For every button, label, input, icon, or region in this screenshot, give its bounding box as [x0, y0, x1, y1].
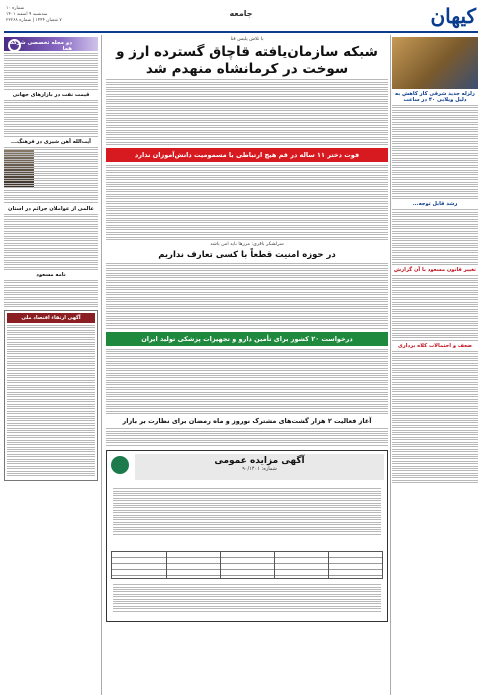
ad-footer-text: [113, 583, 381, 613]
left-notice-box: [4, 310, 98, 480]
auction-ad: [106, 450, 388, 622]
main-column: [106, 35, 388, 695]
left-text-block-4: [4, 214, 98, 270]
lead-headline: شبکه سازمان‌یافته قاچاق گسترده ارز و سوخت در کرمانشاه منهدم شد: [116, 44, 378, 77]
ad-table: [111, 551, 383, 579]
story5-headline: آغاز فعالیت ۲ هزار گشت‌های مشترک نوروز و ماه رمضان برای نظارت بر بازار: [122, 417, 372, 426]
story3-text: [106, 263, 388, 329]
left-photo-block: [4, 147, 98, 203]
masthead-rule: [4, 31, 478, 33]
right-photo-caption: زلزله جدید شرقی کار کاهش به دلیل ویلایی ۴۰ در ساعت: [395, 91, 475, 103]
left-text-block-1: [4, 53, 98, 90]
column-divider-left: [101, 35, 102, 695]
section-title: جامعه: [229, 9, 253, 18]
story2-headline: فوت دختر ۱۱ ساله در قم هیچ ارتباطی با مسمومیت دانش‌آموزان ندارد: [106, 148, 388, 162]
lead-text: [106, 79, 388, 145]
masthead: [4, 4, 478, 30]
left-title-4: نامه مسعود: [36, 272, 66, 279]
ad-header: [135, 454, 384, 480]
left-notice-text: [7, 325, 95, 477]
left-title-2: آیت‌الله آهن شیری در فرهنگ...: [11, 138, 91, 145]
left-title-3: عالمی از عواملان جرائم در استان: [8, 206, 94, 213]
story3-headline: در حوزه امنیت قطعاً با کسی تعارف نداریم: [158, 250, 336, 261]
story5-text: [106, 428, 388, 446]
right-mid-title-1: رشد قابل توجه...: [412, 201, 458, 208]
issue-date: سه‌شنبه ۹ اسفند ۱۴۰۱: [6, 12, 48, 17]
issue-info: [6, 6, 62, 24]
left-title-1: قیمت نفت در بازارهای جهانی: [12, 91, 90, 98]
ad-subtitle: شماره: ۹۰/۱۴۰۱: [242, 465, 277, 472]
left-text-block-2: [4, 100, 98, 137]
lead-kicker: با تلاش پلیس فتا: [230, 37, 264, 42]
left-text-block-3: [4, 147, 98, 203]
story2-text: [106, 165, 388, 240]
story4-text: [106, 349, 388, 415]
newspaper-logo: کیهان: [430, 4, 476, 28]
ad-title: آگهی مزایده عمومی: [214, 455, 305, 466]
ad-text: [113, 487, 381, 536]
ad-logo-icon: [111, 456, 129, 474]
right-mid-title-2: تغییر قانون مسعود با آن گزارش: [394, 267, 476, 274]
right-text-block-3: [392, 275, 478, 341]
left-text-block-5: [4, 280, 98, 307]
ship-photo: [392, 37, 478, 89]
issue-page-number: شماره ۱۰: [6, 6, 25, 11]
right-mid-title-3: ضعف و احتمالات کلاه برداری: [397, 342, 473, 349]
right-text-block-4: [392, 351, 478, 483]
left-column: [4, 35, 98, 695]
left-notice-title: آگهی ارتقاء اقتصاد ملی: [7, 313, 95, 323]
issue-number: ۷ شعبان ۱۴۴۴ | شماره ۲۳۲۶۸: [6, 18, 62, 23]
right-text-block-2: [392, 209, 478, 265]
left-banner: [4, 37, 98, 51]
story4-headline: درخواست ۲۰ کشور برای تأمین دارو و تجهیزات پزشکی تولید ایران: [106, 332, 388, 346]
story3-kicker: سرلشکر باقری: مرزها باید امن باشد: [210, 242, 284, 248]
left-banner-text: دو مجله تخصصی شرکت هما: [8, 40, 72, 52]
right-column: [392, 35, 478, 695]
ring-icon: [8, 39, 21, 52]
column-divider-right: [390, 35, 391, 695]
right-text-block-1: [392, 105, 478, 199]
